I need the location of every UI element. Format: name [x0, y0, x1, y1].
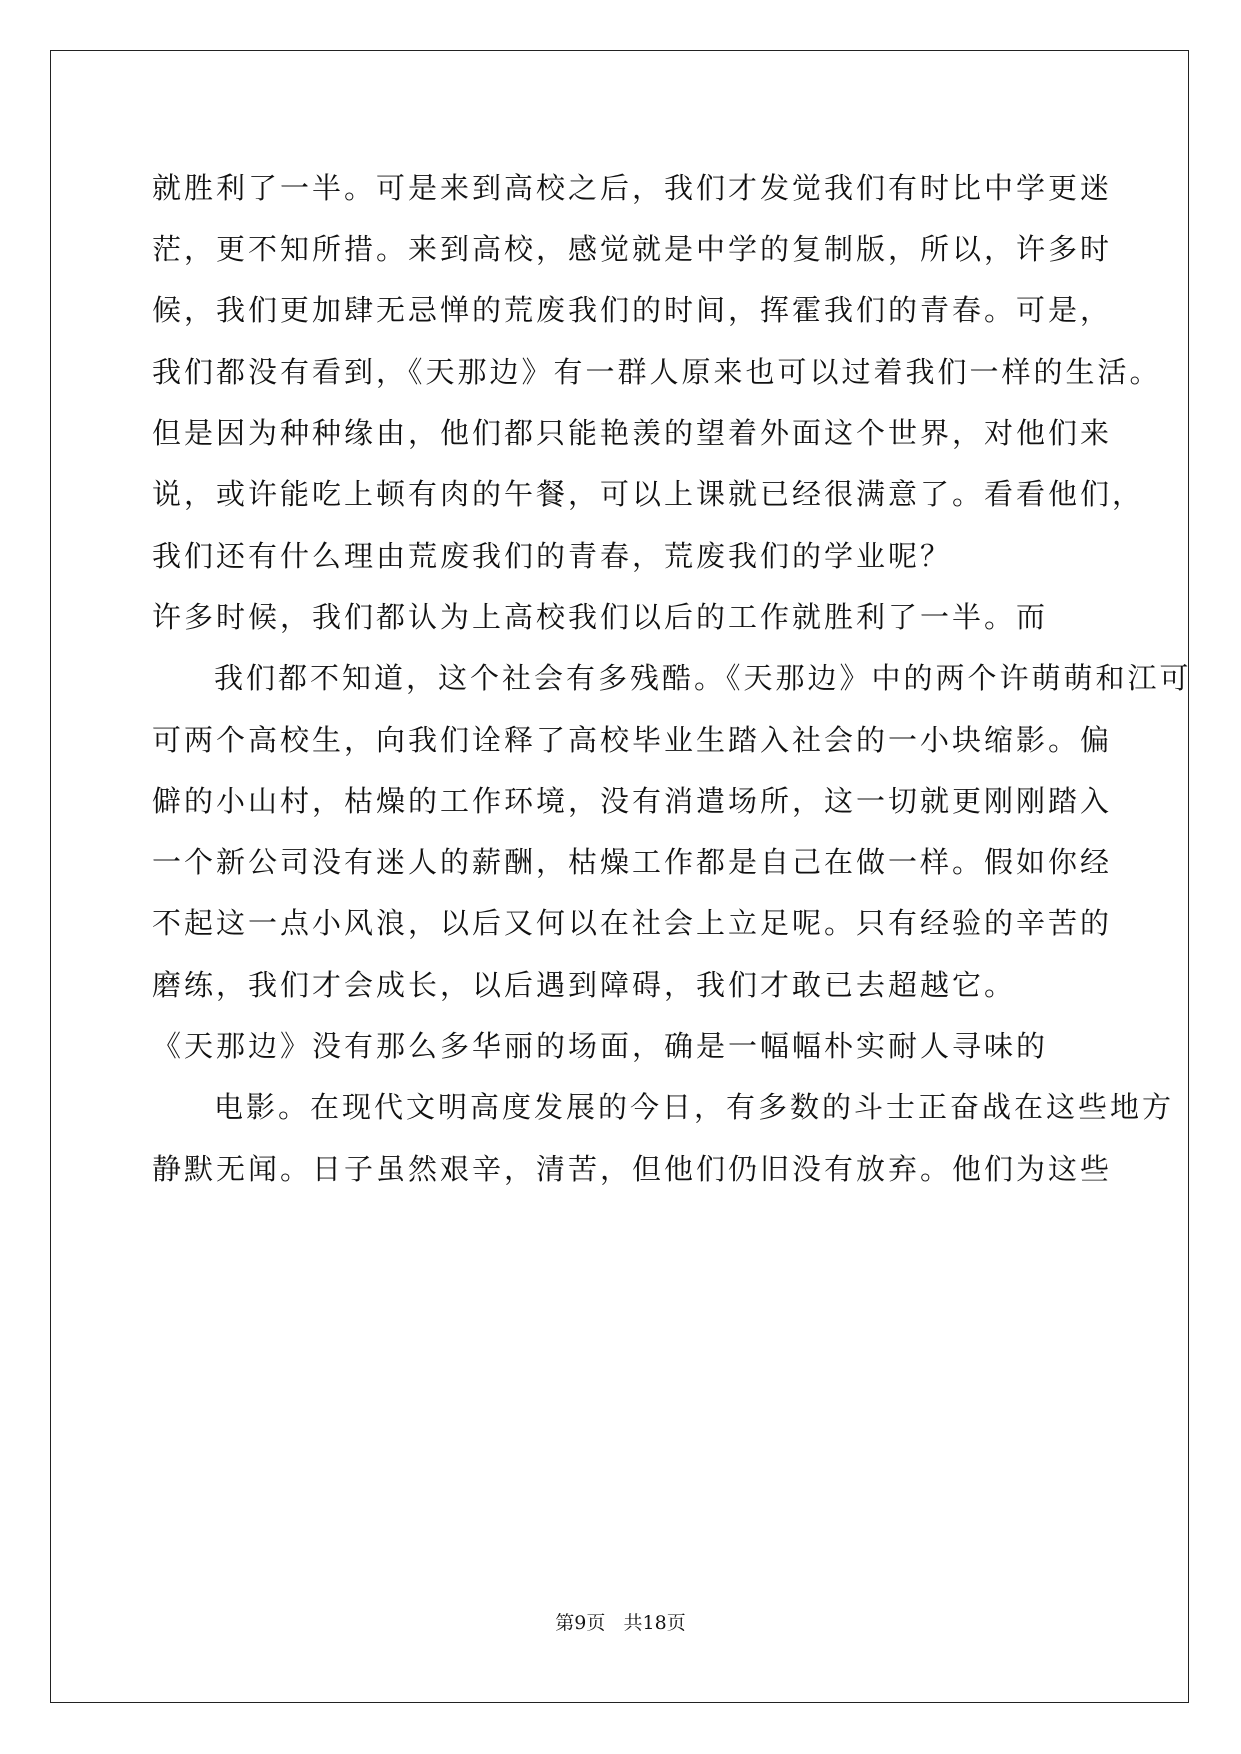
text-line: 候，我们更加肆无忌惮的荒废我们的时间，挥霍我们的青春。可是， [152, 293, 1113, 327]
text-line: 我们还有什么理由荒废我们的青春，荒废我们的学业呢？ [152, 539, 953, 573]
text-line: 不起这一点小风浪，以后又何以在社会上立足呢。只有经验的辛苦的 [152, 906, 1113, 940]
text-line [152, 1210, 1092, 1250]
text-line: 僻的小山村，枯燥的工作环境，没有消遣场所，这一切就更刚刚踏入 [152, 784, 1113, 818]
text-line: 《天那边》没有那么多华丽的场面，确是一幅幅朴实耐人寻味的 [152, 1029, 1049, 1063]
page-number: 第9页 [555, 1612, 606, 1634]
paragraph-first-line: 电影。在现代文明高度发展的今日，有多数的斗士正奋战在这些地方 [214, 1090, 1175, 1124]
text-line: 但是因为种种缘由，他们都只能艳羡的望着外面这个世界，对他们来 [152, 416, 1113, 450]
text-line: 茫，更不知所措。来到高校，感觉就是中学的复制版，所以，许多时 [152, 232, 1113, 266]
page-footer [0, 1610, 1241, 1636]
text-line: 静默无闻。日子虽然艰辛，清苦，但他们仍旧没有放弃。他们为这些 [152, 1152, 1113, 1186]
text-line: 我们都没有看到，《天那边》有一群人原来也可以过着我们一样的生活。 [152, 355, 1162, 389]
paragraph-first-line: 我们都不知道，这个社会有多残酷。《天那边》中的两个许萌萌和江可 [214, 661, 1192, 695]
text-line: 说，或许能吃上顿有肉的午餐，可以上课就已经很满意了。看看他们， [152, 477, 1145, 511]
text-line: 许多时候，我们都认为上高校我们以后的工作就胜利了一半。而 [152, 600, 1049, 634]
page-total: 共18页 [623, 1612, 686, 1634]
text-line: 一个新公司没有迷人的薪酬，枯燥工作都是自己在做一样。假如你经 [152, 845, 1113, 879]
text-line: 可两个高校生，向我们诠释了高校毕业生踏入社会的一小块缩影。偏 [152, 723, 1113, 757]
text-line: 磨练，我们才会成长，以后遇到障碍，我们才敢已去超越它。 [152, 968, 1017, 1002]
text-line: 就胜利了一半。可是来到高校之后，我们才发觉我们有时比中学更迷 [152, 171, 1113, 205]
